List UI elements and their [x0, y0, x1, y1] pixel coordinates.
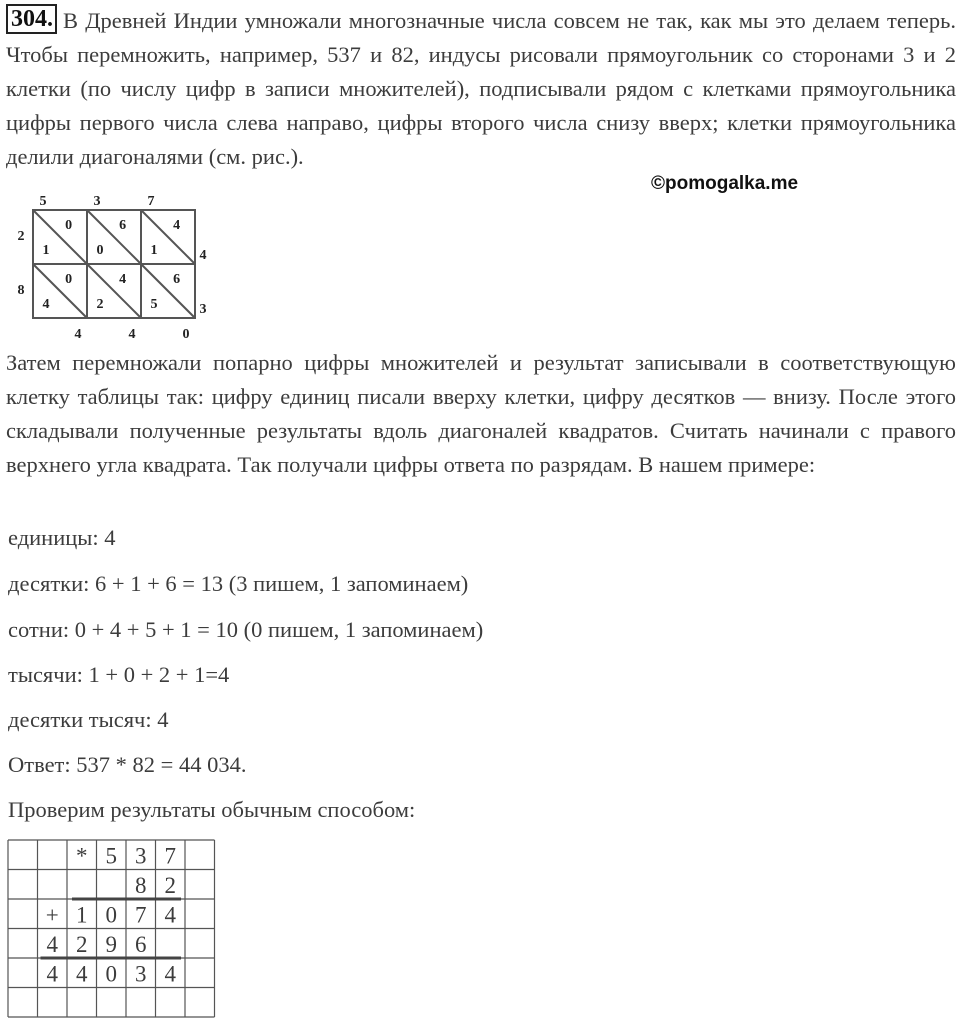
- lattice-cell-tens-digit: 4: [42, 297, 50, 312]
- column-digit: 7: [135, 902, 147, 928]
- step-tens: десятки: 6 + 1 + 6 = 13 (3 пишем, 1 запоминаем): [8, 571, 469, 596]
- column-digit: +: [45, 902, 59, 928]
- column-digit: 4: [76, 961, 88, 987]
- lattice-bottom-digit: 0: [182, 327, 190, 342]
- column-digit: 3: [135, 843, 147, 869]
- column-digit: 3: [135, 961, 147, 987]
- lattice-diagonal: [33, 264, 87, 318]
- column-digit: 8: [135, 873, 147, 898]
- lattice-cell-units-digit: 0: [65, 272, 73, 287]
- step-ten-thousands: десятки тысяч: 4: [8, 707, 169, 732]
- problem-number: 304.: [6, 4, 57, 34]
- check-label: Проверим результаты обычным способом:: [8, 797, 416, 822]
- method-text: Затем перемножали попарно цифры множителей и результат записывали в соответствующую клетку таблицы так: цифру единиц писали вверху клетки, цифру десятков — внизу. После этого складывали полученные результаты вдоль диагоналей квадратов. Считать начинали с правого верхнего угла квадрата. Так получали цифры ответа по разрядам. В нашем примере:: [6, 350, 956, 477]
- step-hundreds: сотни: 0 + 4 + 5 + 1 = 10 (0 пишем, 1 запоминаем): [8, 617, 484, 642]
- lattice-top-digit: 7: [147, 194, 155, 209]
- problem-intro-text: В Древней Индии умножали многозначные числа совсем не так, как мы это делаем теперь. Чтобы перемножить, например, 537 и 82, индусы рисовали прямоугольник со сторонами 3 и 2 клетки (по числу цифр в записи множителей), подписывали рядом с клетками прямоугольника цифры первого числа слева направо, цифры второго числа снизу вверх; клетки прямоугольника делили диагоналями (см. рис.).: [6, 8, 956, 169]
- lattice-right-digit: 3: [199, 302, 207, 317]
- lattice-cell-tens-digit: 2: [96, 297, 104, 312]
- column-digit: 1: [76, 902, 88, 928]
- lattice-top-digit: 5: [39, 194, 47, 209]
- lattice-right-digit: 4: [199, 248, 207, 263]
- column-digit: 4: [164, 961, 176, 987]
- column-digit: 9: [105, 932, 117, 957]
- column-multiplication-grid: [8, 840, 215, 1017]
- column-digit: 4: [46, 961, 58, 987]
- column-digit: 5: [105, 843, 117, 869]
- lattice-cell-tens-digit: 1: [42, 243, 50, 258]
- step-thousands: тысячи: 1 + 0 + 2 + 1=4: [8, 662, 230, 687]
- lattice-cell-tens-digit: 0: [96, 243, 104, 258]
- column-digit: 6: [135, 932, 147, 957]
- lattice-left-digit: 8: [17, 283, 25, 298]
- column-digit: 7: [164, 843, 176, 869]
- lattice-diagonal: [87, 264, 141, 318]
- lattice-diagonal: [141, 210, 195, 264]
- lattice-cell-units-digit: 6: [173, 272, 181, 287]
- column-digit: *: [76, 843, 88, 869]
- lattice-cell-units-digit: 4: [119, 272, 127, 287]
- column-digit: 2: [164, 873, 176, 898]
- lattice-diagonal: [33, 210, 87, 264]
- column-digit: 4: [46, 932, 58, 957]
- lattice-cell-units-digit: 0: [65, 218, 73, 233]
- lattice-bottom-digit: 4: [74, 327, 82, 342]
- column-digit: 0: [105, 961, 117, 987]
- lattice-top-digit: 3: [93, 194, 101, 209]
- lattice-diagonal: [87, 210, 141, 264]
- step-units: единицы: 4: [8, 525, 116, 550]
- lattice-diagonal: [141, 264, 195, 318]
- lattice-bottom-digit: 4: [128, 327, 136, 342]
- lattice-cell-units-digit: 6: [119, 218, 127, 233]
- lattice-cell-units-digit: 4: [173, 218, 181, 233]
- column-digit: 0: [105, 902, 117, 928]
- answer-line: Ответ: 537 * 82 = 44 034.: [8, 752, 247, 777]
- watermark: ©pomogalka.me: [651, 173, 799, 194]
- lattice-cell-tens-digit: 5: [150, 297, 158, 312]
- column-digit: 2: [76, 932, 88, 957]
- lattice-left-digit: 2: [17, 229, 25, 244]
- column-digit: 4: [164, 902, 176, 928]
- lattice-diagram: [18, 194, 207, 342]
- lattice-cell-tens-digit: 1: [150, 243, 158, 258]
